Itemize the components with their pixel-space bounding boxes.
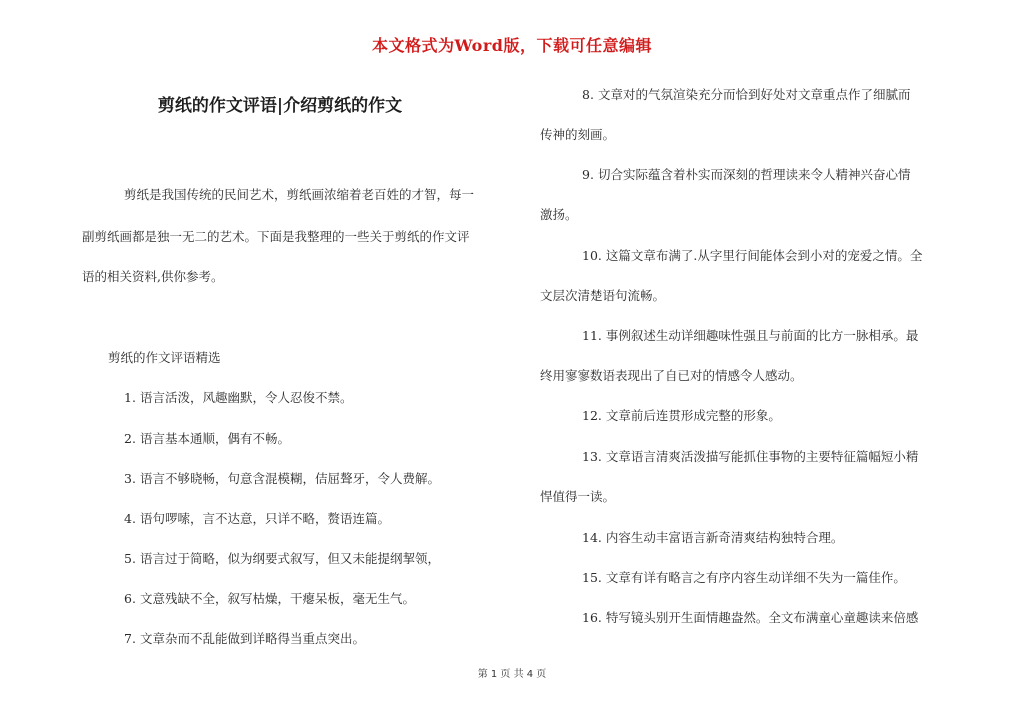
item-number: 7. <box>124 631 136 646</box>
section-heading: 剪纸的作文评语精选 <box>108 350 221 365</box>
item-number: 5. <box>124 551 136 566</box>
item-text: 文章前后连贯形成完整的形象。 <box>605 408 781 423</box>
item-continuation: 激扬。 <box>540 207 578 222</box>
item-text: 文意残缺不全，叙写枯燥，干瘪呆板，毫无生气。 <box>139 591 415 606</box>
item-number: 9. <box>582 167 594 182</box>
list-item <box>582 249 922 263</box>
item-continuation: 悍值得一读。 <box>540 489 616 504</box>
list-item <box>124 512 390 526</box>
item-text: 切合实际蕴含着朴实而深刻的哲理读来令人精神兴奋心情 <box>597 167 911 182</box>
item-text: 语言基本通顺，偶有不畅。 <box>139 431 290 446</box>
intro-line-3: 语的相关资料,供你参考。 <box>82 269 224 284</box>
item-text: 文章对的气氛渲染充分而恰到好处对文章重点作了细腻而 <box>597 87 911 102</box>
item-number: 16. <box>582 610 602 625</box>
item-text: 这篇文章布满了.从字里行间能体会到小对的宠爱之情。全 <box>605 248 923 263</box>
intro-line-2: 副剪纸画都是独一无二的艺术。下面是我整理的一些关于剪纸的作文评 <box>82 229 470 244</box>
item-number: 12. <box>582 408 602 423</box>
item-number: 6. <box>124 591 136 606</box>
item-number: 1. <box>124 390 136 405</box>
item-text: 内容生动丰富语言新奇清爽结构独特合理。 <box>605 530 844 545</box>
item-text: 语言活泼，风趣幽默，令人忍俊不禁。 <box>139 390 353 405</box>
list-item <box>124 592 415 606</box>
item-number: 10. <box>582 248 602 263</box>
item-number: 4. <box>124 511 136 526</box>
item-number: 13. <box>582 449 602 464</box>
list-item <box>582 168 910 182</box>
item-number: 2. <box>124 431 136 446</box>
list-item <box>582 571 906 585</box>
list-item <box>124 632 365 646</box>
list-item <box>582 409 781 423</box>
list-item <box>582 611 918 625</box>
list-item <box>582 88 910 102</box>
item-text: 特写镜头别开生面情趣盎然。全文布满童心童趣读来倍感 <box>605 610 919 625</box>
list-item <box>582 329 918 343</box>
item-text: 语言过于简略，似为纲要式叙写，但又未能提纲挈领， <box>139 551 440 566</box>
list-item <box>124 472 440 486</box>
item-number: 14. <box>582 530 602 545</box>
item-number: 15. <box>582 570 602 585</box>
list-item <box>582 450 918 464</box>
item-number: 3. <box>124 471 136 486</box>
banner-text: 本文格式为Word版，下载可任意编辑 <box>372 36 652 55</box>
list-item <box>124 432 290 446</box>
item-continuation: 文层次清楚语句流畅。 <box>540 288 666 303</box>
item-text: 文章杂而不乱能做到详略得当重点突出。 <box>139 631 365 646</box>
page-number: 第 1 页 共 4 页 <box>477 669 547 680</box>
item-text: 事例叙述生动详细趣味性强且与前面的比方一脉相承。最 <box>605 328 919 343</box>
list-item <box>124 552 440 566</box>
intro-line-1: 剪纸是我国传统的民间艺术，剪纸画浓缩着老百姓的才智，每一 <box>124 187 475 202</box>
item-text: 语句啰嗦，言不达意，只详不略，赘语连篇。 <box>139 511 390 526</box>
item-text: 文章语言清爽活泼描写能抓住事物的主要特征篇幅短小精 <box>605 449 919 464</box>
document-title: 剪纸的作文评语|介绍剪纸的作文 <box>157 96 403 116</box>
item-number: 8. <box>582 87 594 102</box>
item-text: 语言不够晓畅，句意含混模糊，佶屈聱牙，令人费解。 <box>139 471 440 486</box>
item-continuation: 传神的刻画。 <box>540 127 616 142</box>
list-item <box>582 531 843 545</box>
item-number: 11. <box>582 328 602 343</box>
item-continuation: 终用寥寥数语表现出了自已对的情感令人感动。 <box>540 368 803 383</box>
list-item <box>124 391 352 405</box>
item-text: 文章有详有略言之有序内容生动详细不失为一篇佳作。 <box>605 570 906 585</box>
